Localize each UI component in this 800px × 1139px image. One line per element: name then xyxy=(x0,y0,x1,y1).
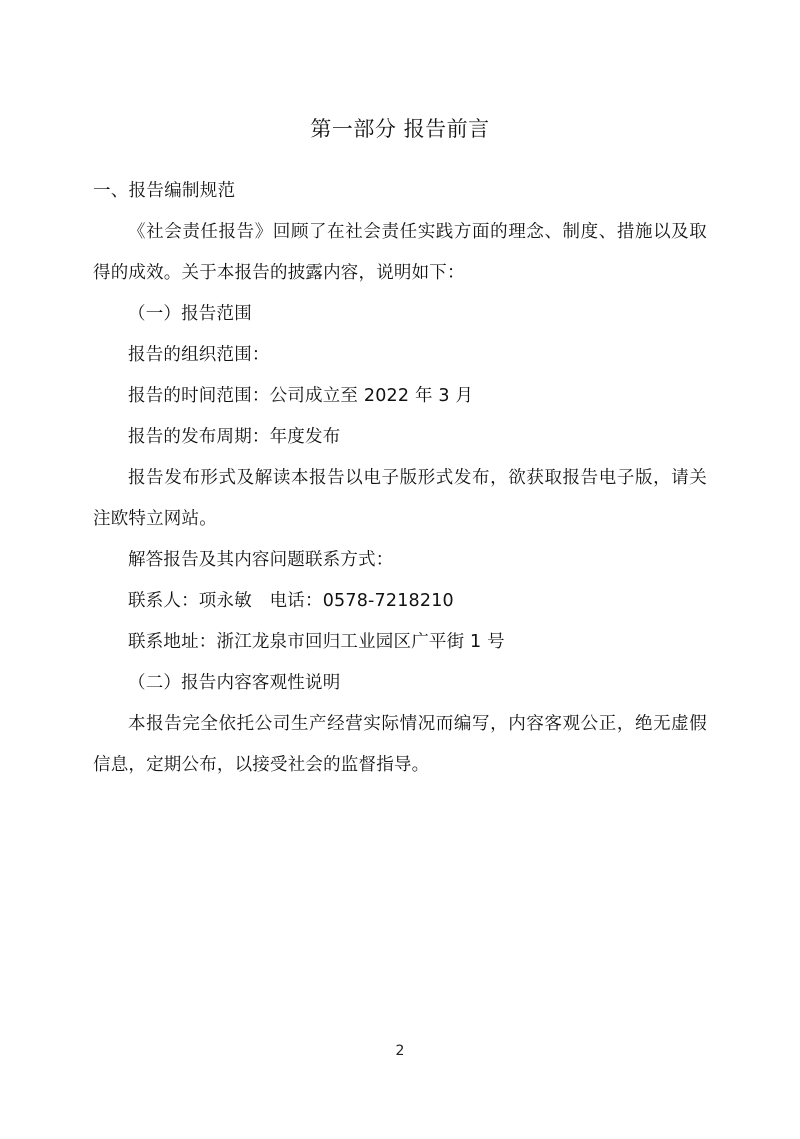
paragraph-contact-address: 联系地址：浙江龙泉市回归工业园区广平街 1 号 xyxy=(128,632,505,652)
page-content xyxy=(93,112,707,786)
paragraph-intro: 《社会责任报告》回顾了在社会责任实践方面的理念、制度、措施以及取得的成效。关于本报告的披露内容，说明如下： xyxy=(93,222,707,283)
paragraph-contact-intro: 解答报告及其内容问题联系方式： xyxy=(128,550,394,570)
paragraph-org-scope: 报告的组织范围： xyxy=(128,345,270,365)
paragraph-scope-heading: （一）报告范围 xyxy=(128,304,252,324)
paragraph-objectivity-body: 本报告完全依托公司生产经营实际情况而编写，内容客观公正，绝无虚假信息，定期公布，以接受社会的监督指导。 xyxy=(93,714,707,775)
paragraph-release-form: 报告发布形式及解读本报告以电子版形式发布，欲获取报告电子版，请关注欧特立网站。 xyxy=(93,468,707,529)
section-heading: 一、报告编制规范 xyxy=(93,181,236,201)
page-number: 2 xyxy=(395,1043,405,1059)
paragraph-objectivity-heading: （二）报告内容客观性说明 xyxy=(128,673,341,693)
paragraph-cycle: 报告的发布周期：年度发布 xyxy=(128,427,341,447)
paragraph-time-scope: 报告的时间范围：公司成立至 2022 年 3 月 xyxy=(128,386,474,406)
page-title: 第一部分 报告前言 xyxy=(310,117,490,141)
paragraph-contact-person: 联系人：项永敏 电话：0578-7218210 xyxy=(128,591,454,611)
